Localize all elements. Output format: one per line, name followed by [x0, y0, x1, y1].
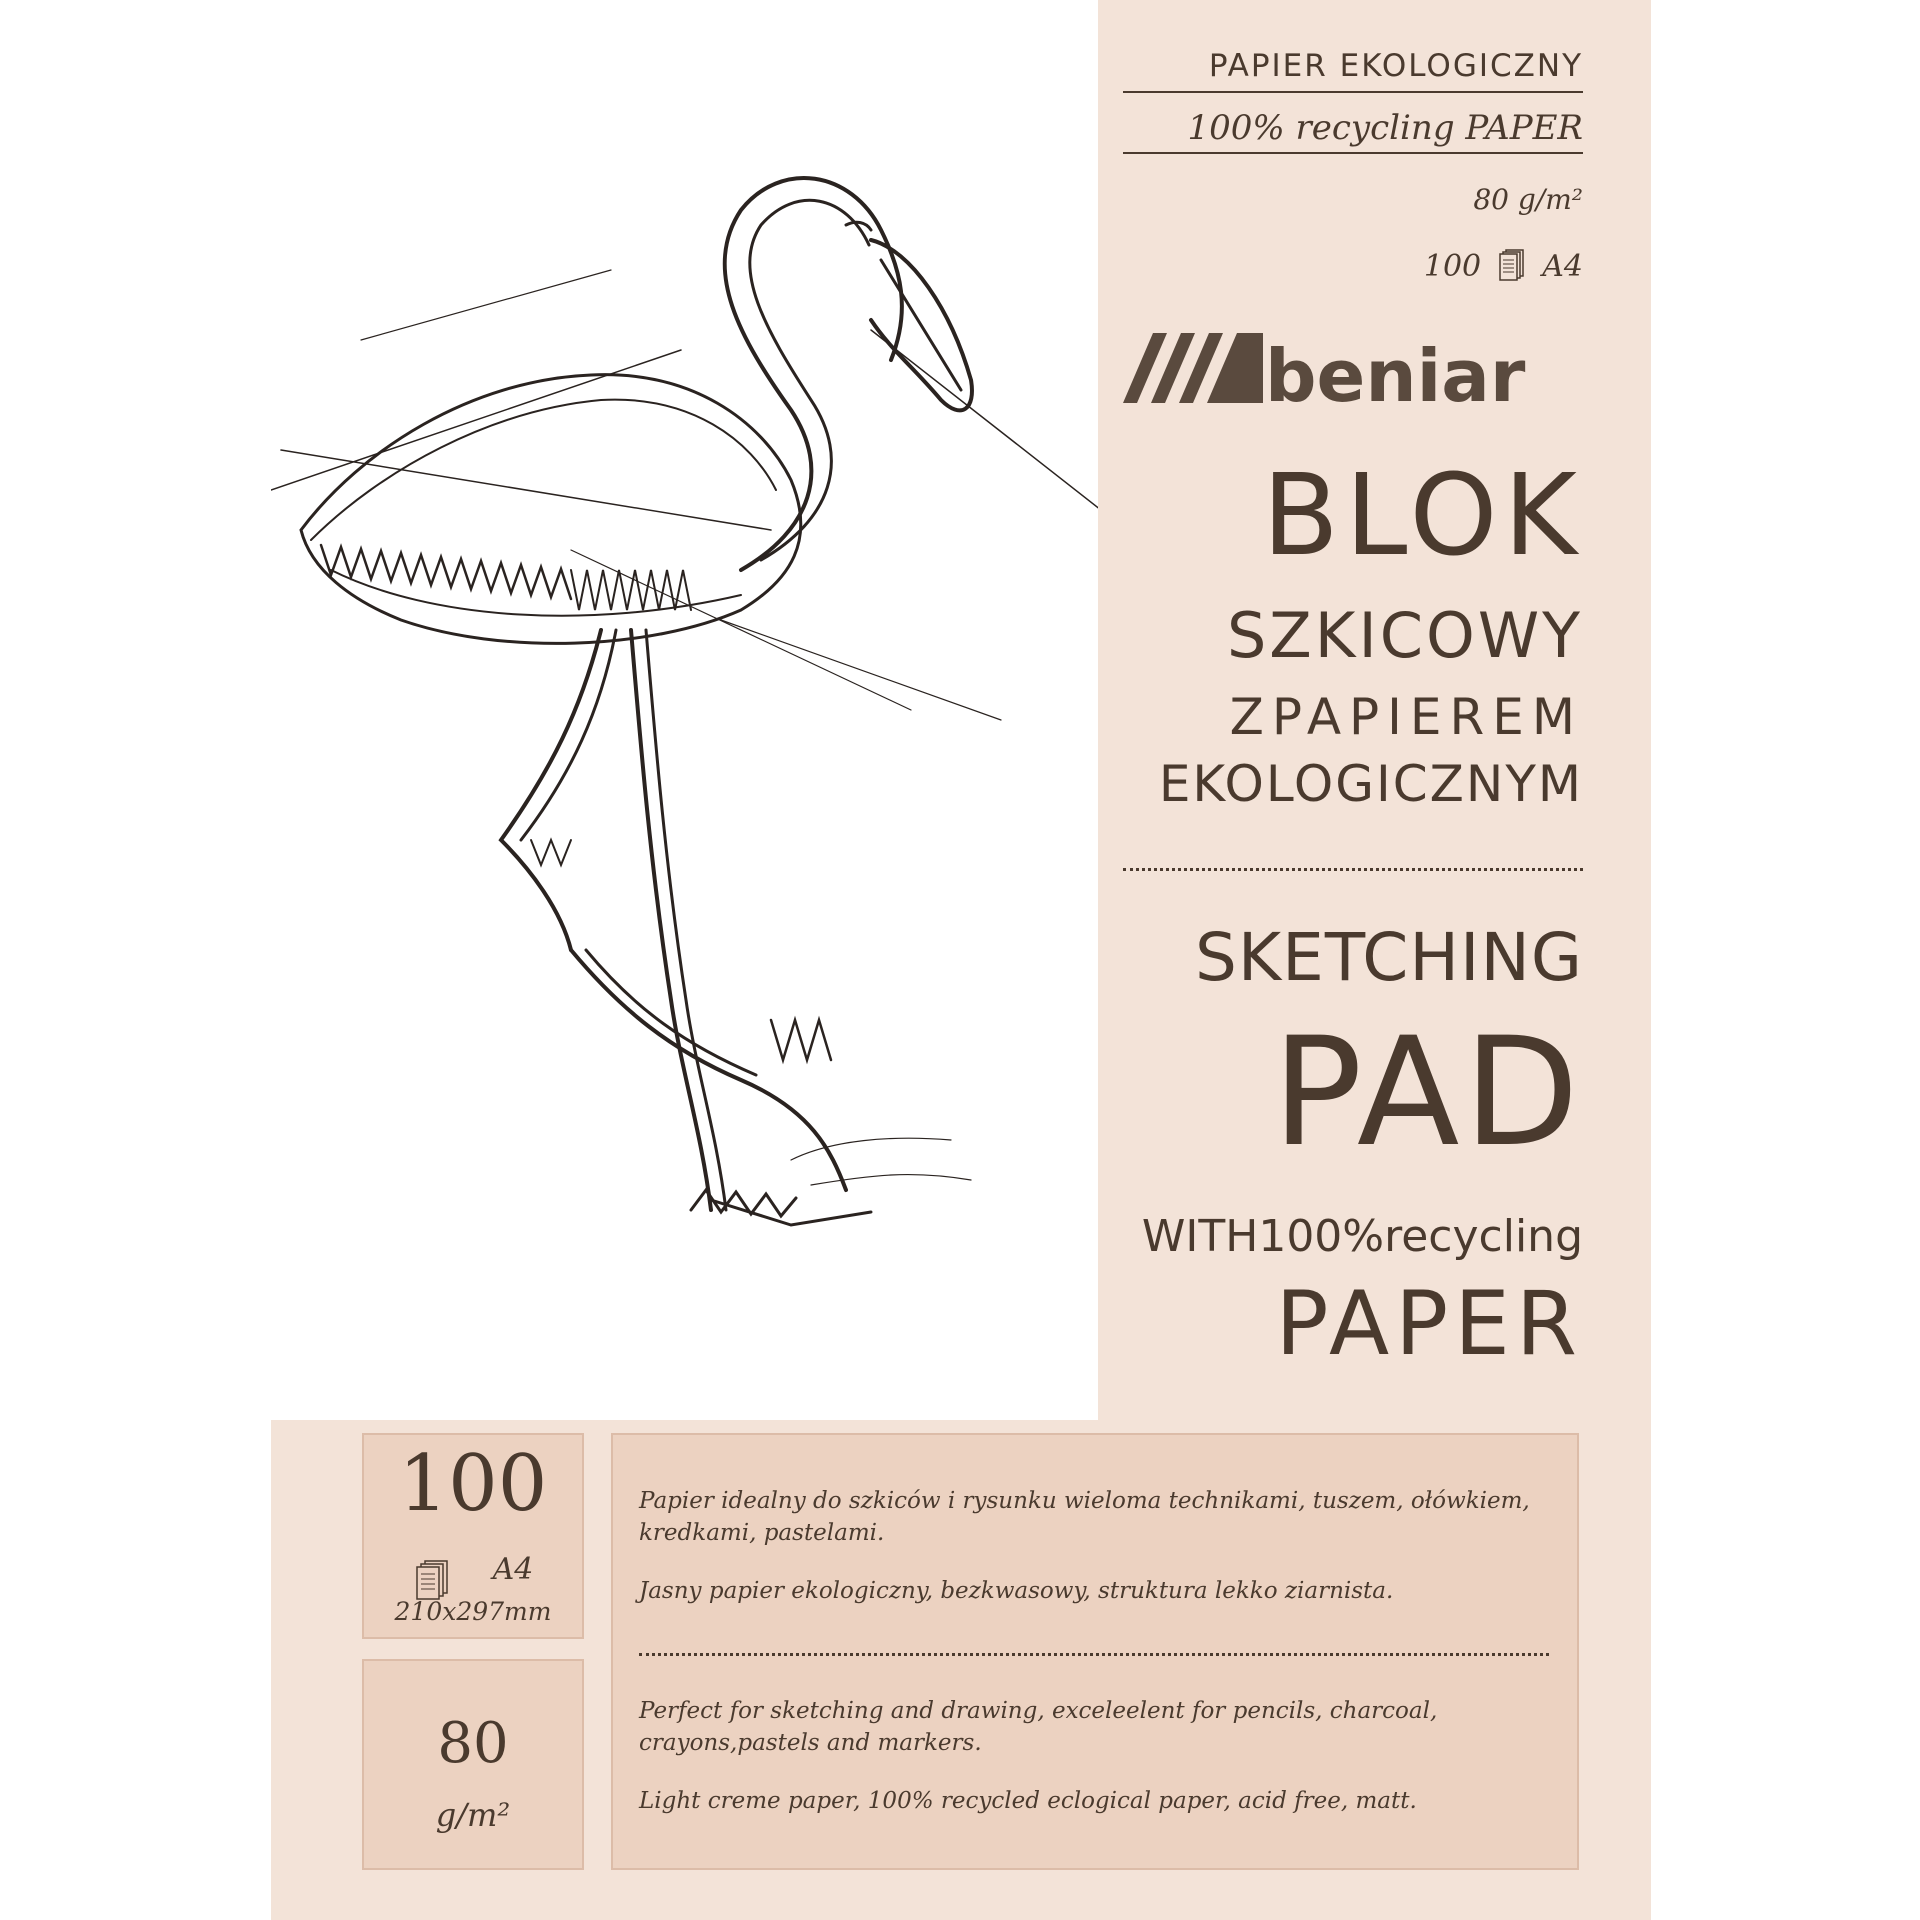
- flamingo-sketch: [271, 150, 1098, 1350]
- spec-weight-unit: g/m²: [435, 1796, 511, 1834]
- title-pl-line2: SZKICOWY: [1226, 599, 1583, 672]
- sheet-stack-icon: [1499, 248, 1525, 282]
- sheet-count-box: [362, 1433, 584, 1639]
- spec-count-dimensions: 210x297mm: [394, 1597, 552, 1626]
- eco-paper-en: 100% recycling PAPER: [1187, 108, 1583, 148]
- grammage: 80 g/m²: [1473, 183, 1583, 216]
- title-en-line3: WITH100%recycling: [1141, 1211, 1583, 1262]
- header-divider: [1123, 91, 1583, 93]
- title-pl-line1: BLOK: [1262, 451, 1583, 581]
- spec-count-number: 100: [398, 1439, 548, 1529]
- brand-logo: [1123, 333, 1583, 405]
- title-en-line1: SKETCHING: [1194, 919, 1583, 996]
- description-pl-2: Jasny papier ekologiczny, bezkwasowy, struktura lekko ziarnista.: [639, 1578, 1394, 1604]
- spec-weight-number: 80: [437, 1711, 509, 1776]
- header-divider-2: [1123, 152, 1583, 154]
- sheets-format: [1123, 248, 1583, 284]
- logo-text: beniar: [1265, 334, 1526, 405]
- eco-paper-pl: PAPIER EKOLOGICZNY: [1208, 48, 1583, 84]
- dotted-divider: [1123, 868, 1583, 871]
- description-pl-1: Papier idealny do szkiców i rysunku wieloma technikami, tuszem, ołówkiem, kredkami, pastelami.: [639, 1488, 1530, 1546]
- title-pl-line4: EKOLOGICZNYM: [1158, 755, 1583, 813]
- description-box: [611, 1433, 1579, 1870]
- title-en-line2: PAD: [1272, 1006, 1583, 1180]
- title-en-line4: PAPER: [1275, 1272, 1583, 1375]
- title-pl-line3: ZPAPIEREM: [1229, 688, 1583, 746]
- spec-count-format: A4: [492, 1552, 534, 1587]
- grammage-box: [362, 1659, 584, 1870]
- description-en-1: Perfect for sketching and drawing, exceleelent for pencils, charcoal, crayons,pastels and markers.: [639, 1698, 1438, 1756]
- sheet-count: 100: [1423, 249, 1482, 284]
- description-en-2: Light creme paper, 100% recycled eclogical paper, acid free, matt.: [639, 1788, 1417, 1814]
- description-divider: [639, 1653, 1549, 1656]
- sheet-format: A4: [1542, 249, 1583, 284]
